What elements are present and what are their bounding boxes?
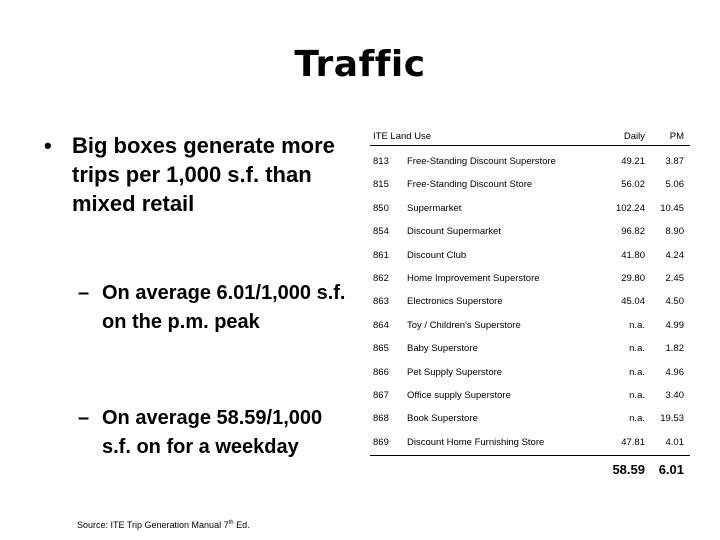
cell-daily: 29.80 <box>621 273 645 284</box>
total-pm: 6.01 <box>658 462 684 477</box>
table-header <box>370 131 690 145</box>
bullet-dot-icon: • <box>44 133 52 158</box>
cell-daily: 56.02 <box>621 179 645 191</box>
cell-daily: n.a. <box>629 343 645 355</box>
table-row <box>370 203 690 219</box>
cell-code: 869 <box>373 436 389 448</box>
cell-pm: 1.82 <box>665 343 684 355</box>
cell-daily: 102.24 <box>615 202 645 214</box>
cell-code: 863 <box>373 296 389 308</box>
cell-code: 868 <box>373 413 389 425</box>
cell-daily: 41.80 <box>621 249 645 261</box>
header-daily: Daily <box>623 131 645 142</box>
cell-name: Home Improvement Superstore <box>407 273 540 284</box>
cell-code: 861 <box>373 249 389 261</box>
cell-daily: 45.04 <box>621 296 645 308</box>
table-row <box>370 296 690 312</box>
total-daily: 58.59 <box>612 462 645 477</box>
table-row <box>370 250 690 266</box>
cell-code: 815 <box>373 179 389 191</box>
cell-daily: 96.82 <box>621 226 645 238</box>
cell-name: Discount Club <box>407 249 467 261</box>
cell-code: 862 <box>373 273 389 284</box>
source-note: Source: ITE Trip Generation Manual 7th Ed. <box>77 520 250 530</box>
cell-pm: 10.45 <box>660 202 684 214</box>
header-land-use: ITE Land Use <box>373 131 432 142</box>
cell-code: 865 <box>373 343 389 355</box>
cell-pm: 3.40 <box>665 390 684 401</box>
cell-name: Office supply Superstore <box>407 390 511 401</box>
cell-daily: n.a. <box>629 366 645 378</box>
sub-bullet-pm <box>78 279 348 337</box>
table-row <box>370 343 690 359</box>
cell-name: Toy / Children's Superstore <box>407 319 521 331</box>
footer-divider <box>370 455 690 456</box>
table-row <box>370 413 690 429</box>
cell-code: 864 <box>373 319 389 331</box>
cell-pm: 2.45 <box>665 273 684 284</box>
table-row <box>370 226 690 242</box>
cell-daily: n.a. <box>629 413 645 425</box>
table-row <box>370 179 690 195</box>
cell-name: Baby Superstore <box>407 343 478 355</box>
sub-bullet-weekday <box>78 404 348 462</box>
cell-pm: 8.90 <box>665 226 684 238</box>
cell-daily: 47.81 <box>621 436 645 448</box>
table-row <box>370 390 690 406</box>
cell-pm: 19.53 <box>660 413 684 425</box>
page-title: Traffic <box>294 44 426 85</box>
main-bullet-text: Big boxes generate more trips per 1,000 s.f. than mixed retail <box>72 133 335 216</box>
cell-pm: 3.87 <box>665 156 684 167</box>
cell-name: Free-Standing Discount Superstore <box>407 156 556 167</box>
table-totals <box>370 462 690 480</box>
cell-name: Book Superstore <box>407 413 478 425</box>
cell-code: 867 <box>373 390 389 401</box>
cell-name: Electronics Superstore <box>407 296 503 308</box>
cell-daily: 49.21 <box>621 156 645 167</box>
cell-name: Free-Standing Discount Store <box>407 179 533 191</box>
cell-daily: n.a. <box>629 319 645 331</box>
cell-pm: 4.96 <box>665 366 684 378</box>
dash-icon: – <box>78 282 90 304</box>
table-row <box>370 437 690 453</box>
cell-code: 813 <box>373 156 389 167</box>
cell-name: Pet Supply Superstore <box>407 366 503 378</box>
table-row <box>370 367 690 383</box>
main-bullet <box>44 131 354 218</box>
cell-code: 854 <box>373 226 389 238</box>
cell-pm: 4.01 <box>665 436 684 448</box>
cell-name: Discount Supermarket <box>407 226 501 238</box>
table-row <box>370 273 690 289</box>
header-divider <box>370 145 690 146</box>
cell-name: Supermarket <box>407 202 462 214</box>
dash-icon: – <box>78 407 90 429</box>
cell-daily: n.a. <box>629 390 645 401</box>
header-pm: PM <box>669 131 684 142</box>
cell-pm: 4.24 <box>665 249 684 261</box>
sub-bullet-text: On average 6.01/1,000 s.f. on the p.m. peak <box>102 282 346 333</box>
cell-pm: 4.99 <box>665 319 684 331</box>
cell-pm: 5.06 <box>665 179 684 191</box>
cell-pm: 4.50 <box>665 296 684 308</box>
table-row <box>370 156 690 172</box>
cell-code: 850 <box>373 202 389 214</box>
sub-bullet-text: On average 58.59/1,000 s.f. on for a weekday <box>102 407 323 458</box>
cell-code: 866 <box>373 366 389 378</box>
cell-name: Discount Home Furnishing Store <box>407 436 545 448</box>
table-row <box>370 320 690 336</box>
